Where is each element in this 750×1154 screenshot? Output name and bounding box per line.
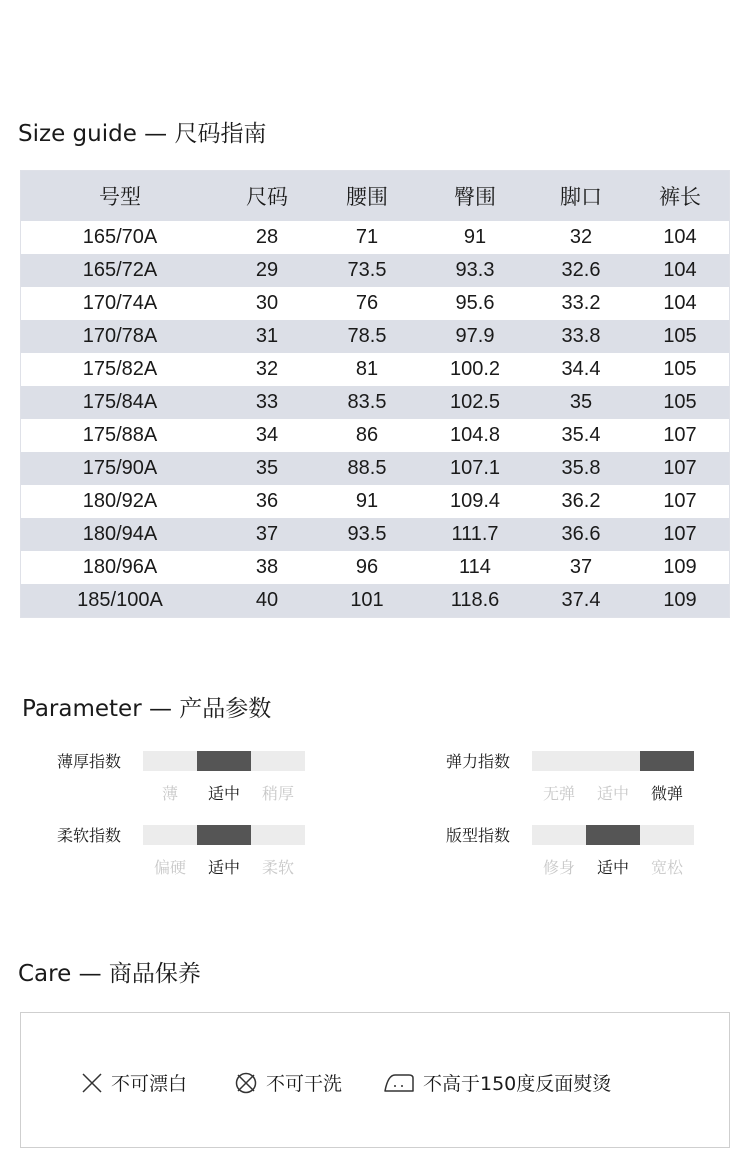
header-cell: 臀围: [454, 185, 496, 209]
table-cell: 93.3: [455, 259, 495, 281]
param-option-selected: 微弹: [650, 784, 683, 803]
table-cell: 111.7: [451, 523, 499, 545]
table-cell: 109: [663, 589, 697, 611]
table-cell: 36: [255, 490, 279, 512]
param-bar: [143, 825, 305, 845]
table-cell: 118.6: [450, 589, 500, 611]
table-cell: 105: [663, 358, 697, 380]
param-fit: [446, 823, 706, 883]
table-cell: 104.8: [449, 424, 501, 446]
table-cell: 73.5: [347, 259, 387, 281]
care-item-iron: [383, 1069, 611, 1096]
care-label: 不可漂白: [111, 1073, 188, 1095]
table-cell: 114: [459, 556, 491, 578]
table-cell: 38: [255, 556, 279, 578]
param-bar: [532, 751, 694, 771]
table-row: [21, 320, 729, 353]
table-cell: 88.5: [347, 457, 387, 479]
bar-segment: [532, 825, 586, 845]
table-cell: 175/88A: [82, 424, 158, 446]
table-cell: 104: [663, 292, 697, 314]
header-cell: 号型: [99, 185, 141, 209]
table-cell: 104: [663, 259, 697, 281]
table-cell: 107: [663, 490, 697, 512]
table-cell: 35: [255, 457, 279, 479]
table-cell: 175/84A: [82, 391, 158, 413]
care-box: [20, 1012, 730, 1148]
table-cell: 76: [355, 292, 379, 314]
table-cell: 91: [355, 490, 379, 512]
care-label: 不可干洗: [266, 1073, 343, 1095]
table-cell: 180/96A: [82, 556, 158, 578]
table-cell: 180/94A: [82, 523, 158, 545]
bar-segment: [251, 751, 305, 771]
table-cell: 175/82A: [82, 358, 158, 380]
param-option: 修身: [542, 858, 575, 877]
param-option: 薄: [161, 784, 178, 803]
param-elasticity: [446, 749, 706, 809]
table-cell: 78.5: [347, 325, 387, 347]
table-cell: 71: [355, 226, 379, 248]
param-option: 柔软: [261, 858, 294, 877]
table-cell: 33: [255, 391, 279, 413]
table-row: [21, 353, 729, 386]
table-cell: 28: [255, 226, 279, 248]
header-cell: 裤长: [659, 185, 701, 209]
table-row: [21, 221, 729, 254]
param-bar: [532, 825, 694, 845]
care-label: 不高于150度反面熨烫: [423, 1073, 612, 1095]
care-title: Care — 商品保养: [18, 961, 201, 987]
param-label: 薄厚指数: [57, 752, 122, 771]
param-option-selected: 适中: [207, 784, 240, 803]
table-cell: 29: [255, 259, 279, 281]
iron-icon: [383, 1072, 415, 1094]
table-row: [21, 254, 729, 287]
table-cell: 32: [569, 226, 593, 248]
table-cell: 30: [255, 292, 279, 314]
table-cell: 35: [569, 391, 593, 413]
table-cell: 109.4: [449, 490, 501, 512]
table-row: [21, 386, 729, 419]
table-cell: 32.6: [561, 259, 601, 281]
param-label: 弹力指数: [446, 752, 511, 771]
size-guide-title: Size guide — 尺码指南: [18, 121, 267, 147]
table-cell: 31: [255, 325, 279, 347]
care-item-no-dry-clean: [234, 1069, 342, 1096]
table-cell: 105: [663, 391, 697, 413]
table-cell: 96: [355, 556, 379, 578]
table-cell: 33.8: [561, 325, 601, 347]
table-row: [21, 452, 729, 485]
table-cell: 34: [255, 424, 279, 446]
bar-segment: [640, 825, 694, 845]
table-cell: 36.6: [561, 523, 601, 545]
param-option: 无弹: [542, 784, 575, 803]
header-cell: 脚口: [560, 185, 602, 209]
table-row: [21, 419, 729, 452]
param-option: 宽松: [650, 858, 683, 877]
no-dry-clean-icon: [234, 1071, 258, 1095]
table-cell: 109: [663, 556, 697, 578]
table-cell: 86: [355, 424, 379, 446]
table-row: [21, 485, 729, 518]
table-cell: 107: [663, 523, 697, 545]
table-cell: 170/74A: [82, 292, 158, 314]
table-cell: 107.1: [449, 457, 501, 479]
table-cell: 34.4: [561, 358, 601, 380]
param-option: 稍厚: [261, 784, 294, 803]
table-cell: 175/90A: [82, 457, 158, 479]
header-cell: 腰围: [346, 185, 388, 209]
table-row: [21, 584, 729, 617]
table-cell: 91: [463, 226, 487, 248]
table-cell: 95.6: [455, 292, 495, 314]
table-cell: 107: [663, 424, 697, 446]
table-cell: 107: [663, 457, 697, 479]
param-label: 版型指数: [446, 826, 511, 845]
param-softness: [57, 823, 317, 883]
param-option-selected: 适中: [207, 858, 240, 877]
table-cell: 100.2: [449, 358, 501, 380]
table-cell: 37: [255, 523, 279, 545]
table-cell: 170/78A: [82, 325, 158, 347]
bar-segment: [143, 825, 197, 845]
table-cell: 33.2: [561, 292, 601, 314]
table-cell: 165/70A: [82, 226, 158, 248]
table-cell: 101: [350, 589, 384, 611]
table-cell: 35.8: [561, 457, 601, 479]
table-row: [21, 287, 729, 320]
table-cell: 97.9: [455, 325, 495, 347]
bar-segment: [143, 751, 197, 771]
table-cell: 105: [663, 325, 697, 347]
no-bleach-icon: [81, 1072, 103, 1094]
table-cell: 36.2: [561, 490, 601, 512]
table-cell: 83.5: [347, 391, 387, 413]
table-cell: 165/72A: [82, 259, 158, 281]
table-cell: 37: [569, 556, 593, 578]
param-option-selected: 适中: [596, 858, 629, 877]
param-label: 柔软指数: [57, 826, 122, 845]
table-cell: 93.5: [347, 523, 387, 545]
table-cell: 40: [255, 589, 279, 611]
param-option: 偏硬: [153, 858, 186, 877]
bar-segment-active: [197, 825, 251, 845]
table-cell: 185/100A: [77, 589, 163, 611]
table-cell: 37.4: [561, 589, 601, 611]
param-bar: [143, 751, 305, 771]
care-item-no-bleach: [81, 1069, 187, 1096]
table-cell: 180/92A: [82, 490, 158, 512]
bar-segment: [586, 751, 640, 771]
parameter-title: Parameter — 产品参数: [22, 696, 272, 722]
param-option: 适中: [596, 784, 629, 803]
size-table-header: [21, 171, 729, 221]
table-cell: 104: [663, 226, 697, 248]
table-row: [21, 551, 729, 584]
table-row: [21, 518, 729, 551]
bar-segment: [532, 751, 586, 771]
bar-segment-active: [640, 751, 694, 771]
bar-segment: [251, 825, 305, 845]
table-cell: 102.5: [449, 391, 501, 413]
table-cell: 32: [255, 358, 279, 380]
header-cell: 尺码: [246, 185, 288, 209]
size-table: [20, 170, 730, 618]
table-cell: 35.4: [561, 424, 601, 446]
table-cell: 81: [355, 358, 379, 380]
bar-segment-active: [197, 751, 251, 771]
param-thickness: [57, 749, 317, 809]
bar-segment-active: [586, 825, 640, 845]
